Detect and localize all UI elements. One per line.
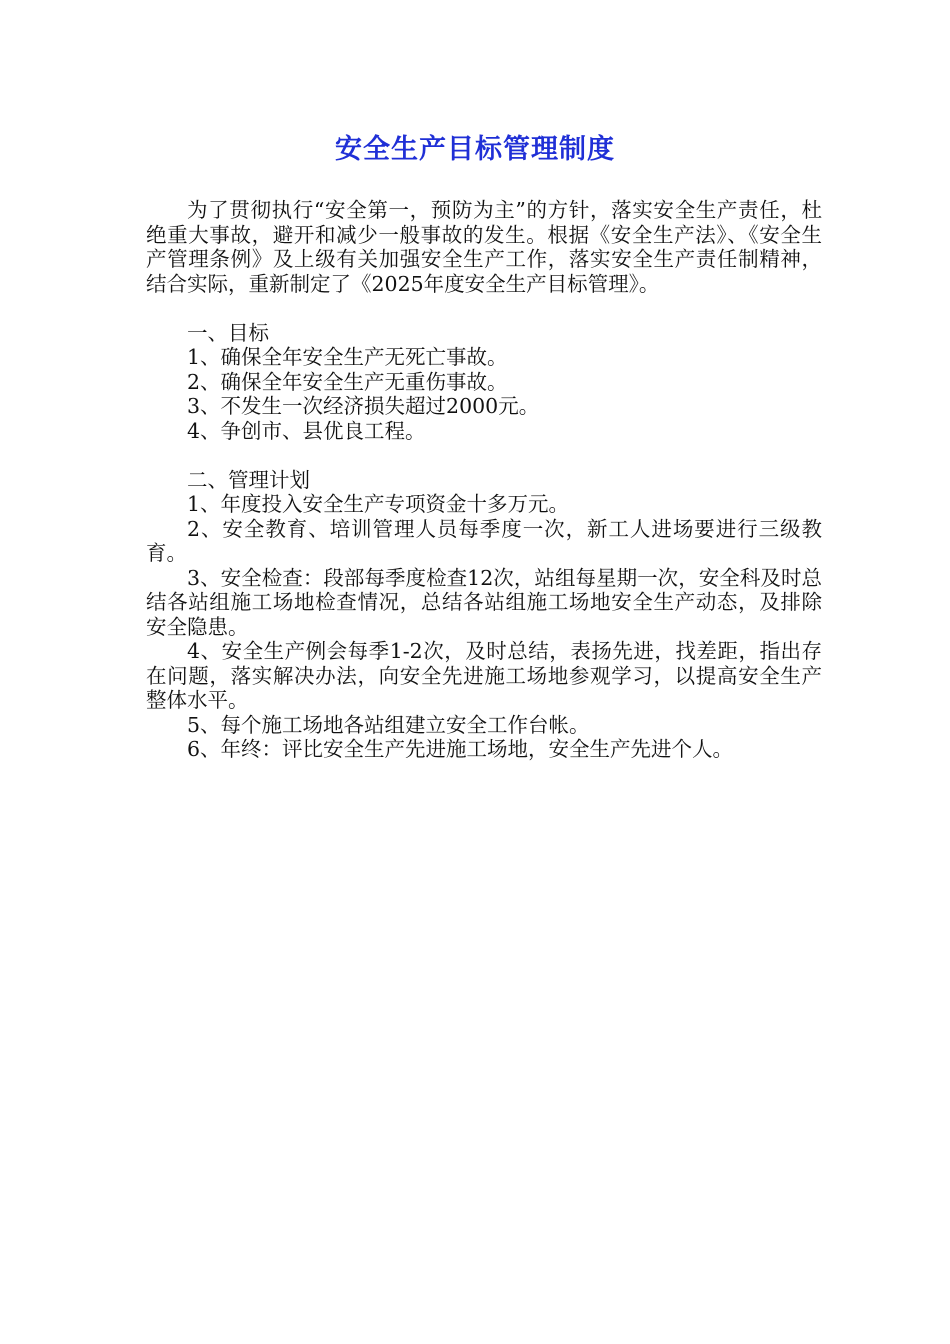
goal-item: 4、争创市、县优良工程。 xyxy=(187,418,426,443)
plan-heading: 二、管理计划 xyxy=(187,467,310,492)
plan-item: 5、每个施工场地各站组建立安全工作台帐。 xyxy=(187,712,590,737)
plan-section xyxy=(146,468,822,762)
goal-item: 1、确保全年安全生产无死亡事故。 xyxy=(187,345,508,369)
plan-item: 2、安全教育、培训管理人员每季度一次，新工人进场要进行三级教育。 xyxy=(146,516,822,565)
plan-item: 3、安全检查：段部每季度检查12次，站组每星期一次，安全科及时总结各站组施工场地检查情况，总结各站组施工场地安全生产动态，及排除安全隐患。 xyxy=(146,565,822,639)
goal-item: 3、不发生一次经济损失超过2000元。 xyxy=(187,394,540,418)
document-body xyxy=(146,198,822,762)
plan-item: 6、年终：评比安全生产先进施工场地，安全生产先进个人。 xyxy=(187,737,734,761)
goals-section xyxy=(146,321,822,444)
plan-item: 1、年度投入安全生产专项资金十多万元。 xyxy=(187,492,570,516)
goal-item: 2、确保全年安全生产无重伤事故。 xyxy=(187,369,508,394)
intro-paragraph: 为了贯彻执行“安全第一，预防为主”的方针，落实安全生产责任，杜绝重大事故，避开和减少一般事故的发生。根据《安全生产法》、《安全生产管理条例》及上级有关加强安全生产工作，落实安全生产责任制精神，结合实际，重新制定了《2025年度安全生产目标管理》。 xyxy=(146,198,822,296)
goals-heading: 一、目标 xyxy=(187,320,269,345)
plan-item: 4、安全生产例会每季1-2次，及时总结，表扬先进，找差距，指出存在问题，落实解决办法，向安全先进施工场地参观学习，以提高安全生产整体水平。 xyxy=(146,639,822,712)
document-title: 安全生产目标管理制度 xyxy=(335,134,615,165)
